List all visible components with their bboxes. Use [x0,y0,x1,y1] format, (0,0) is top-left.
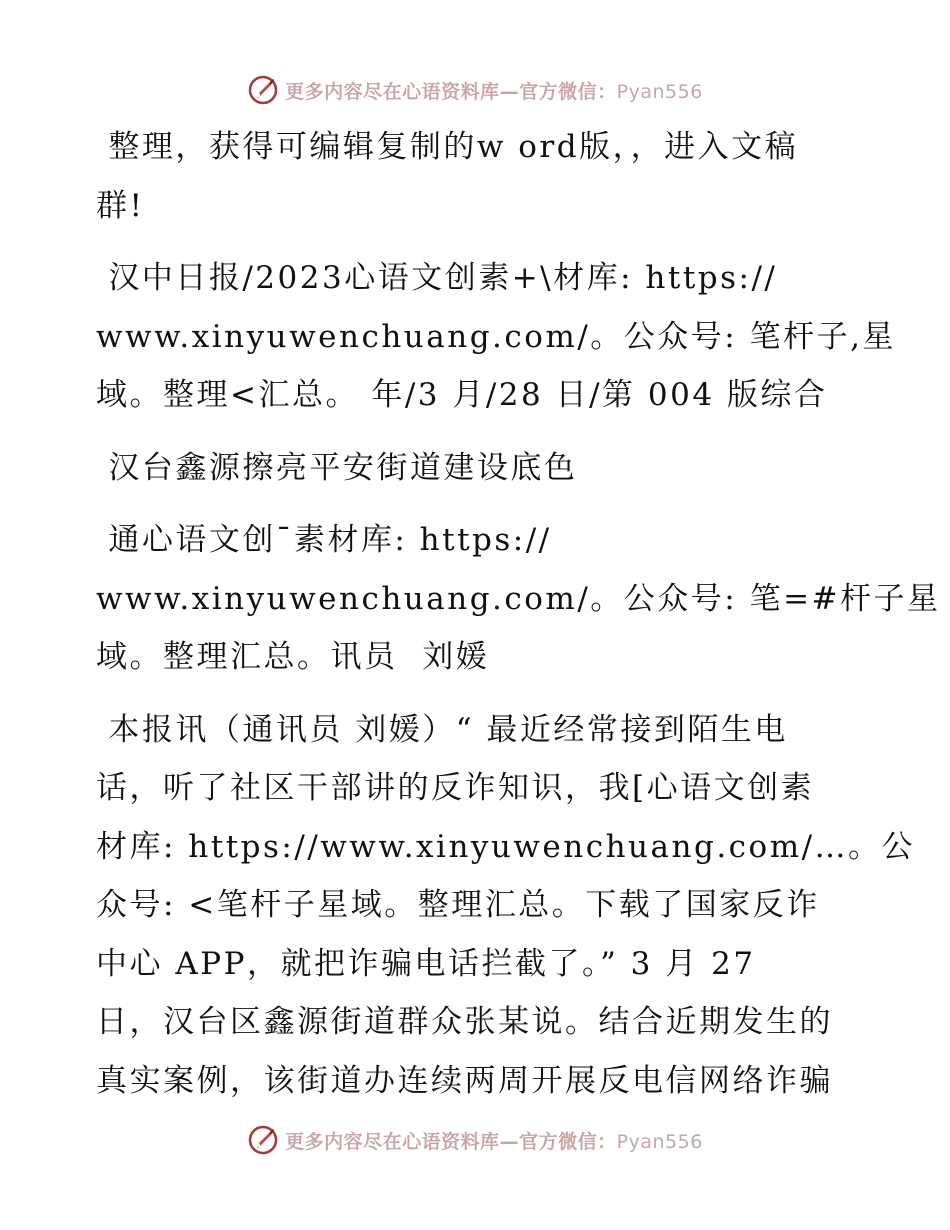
text-line: 日，汉台区鑫源街道群众张某说。结合近期发生的 [96,1004,833,1040]
paragraph [96,701,916,1111]
footer-banner [0,1120,950,1160]
document-body [96,118,941,1124]
banner-text: 更多内容尽在心语资料库—官方微信：Pyan556 [285,1130,703,1153]
text-line: 域。整理汇总。讯员 刘媛 [96,639,490,675]
banner-text: 更多内容尽在心语资料库—官方微信：Pyan556 [285,80,703,103]
text-line: 汉中日报/2023心语文创素+\材库: https:// [96,260,778,296]
text-line: 真实案例，该街道办连续两周开展反电信网络诈骗 [96,1062,833,1099]
wechat-id: Pyan556 [616,80,703,103]
header-banner [0,70,950,110]
paragraph [96,249,896,425]
text-line: www.xinyuwenchuang.com/。公众号: 笔杆子,星 [96,318,896,355]
text-line: 本报讯（通讯员 刘媛）“ 最近经常接到陌生电 [96,711,788,748]
text-line: 群! [96,187,145,224]
text-line: 整理，获得可编辑复制的w ord版，，进入文稿 [96,129,799,165]
paragraph [96,511,941,687]
text-line: 话，听了社区干部讲的反诈知识，我[心语文创素 [96,770,815,806]
text-line: 众号: <笔杆子星域。整理汇总。下载了国家反诈 [96,887,820,923]
wechat-id: Pyan556 [616,1130,703,1153]
text-line: 材库: https://www.xinyuwenchuang.com/…。公 [96,828,916,865]
red-quill-seal-icon [247,1124,279,1156]
text-line: 通心语文创¯素材库: https:// [96,522,552,558]
red-quill-seal-icon [247,74,279,106]
text-line: www.xinyuwenchuang.com/。公众号: 笔=#杆子星 [96,580,941,617]
paragraph [96,118,856,235]
text-line: 域。整理<汇总。 年/3 月/28 日/第 004 版综合 [96,377,828,413]
paragraph [96,439,856,498]
text-line: 汉台鑫源擦亮平安街道建设底色 [96,449,578,486]
text-line: 中心 APP，就把诈骗电话拦截了。” 3 月 27 [96,945,756,982]
